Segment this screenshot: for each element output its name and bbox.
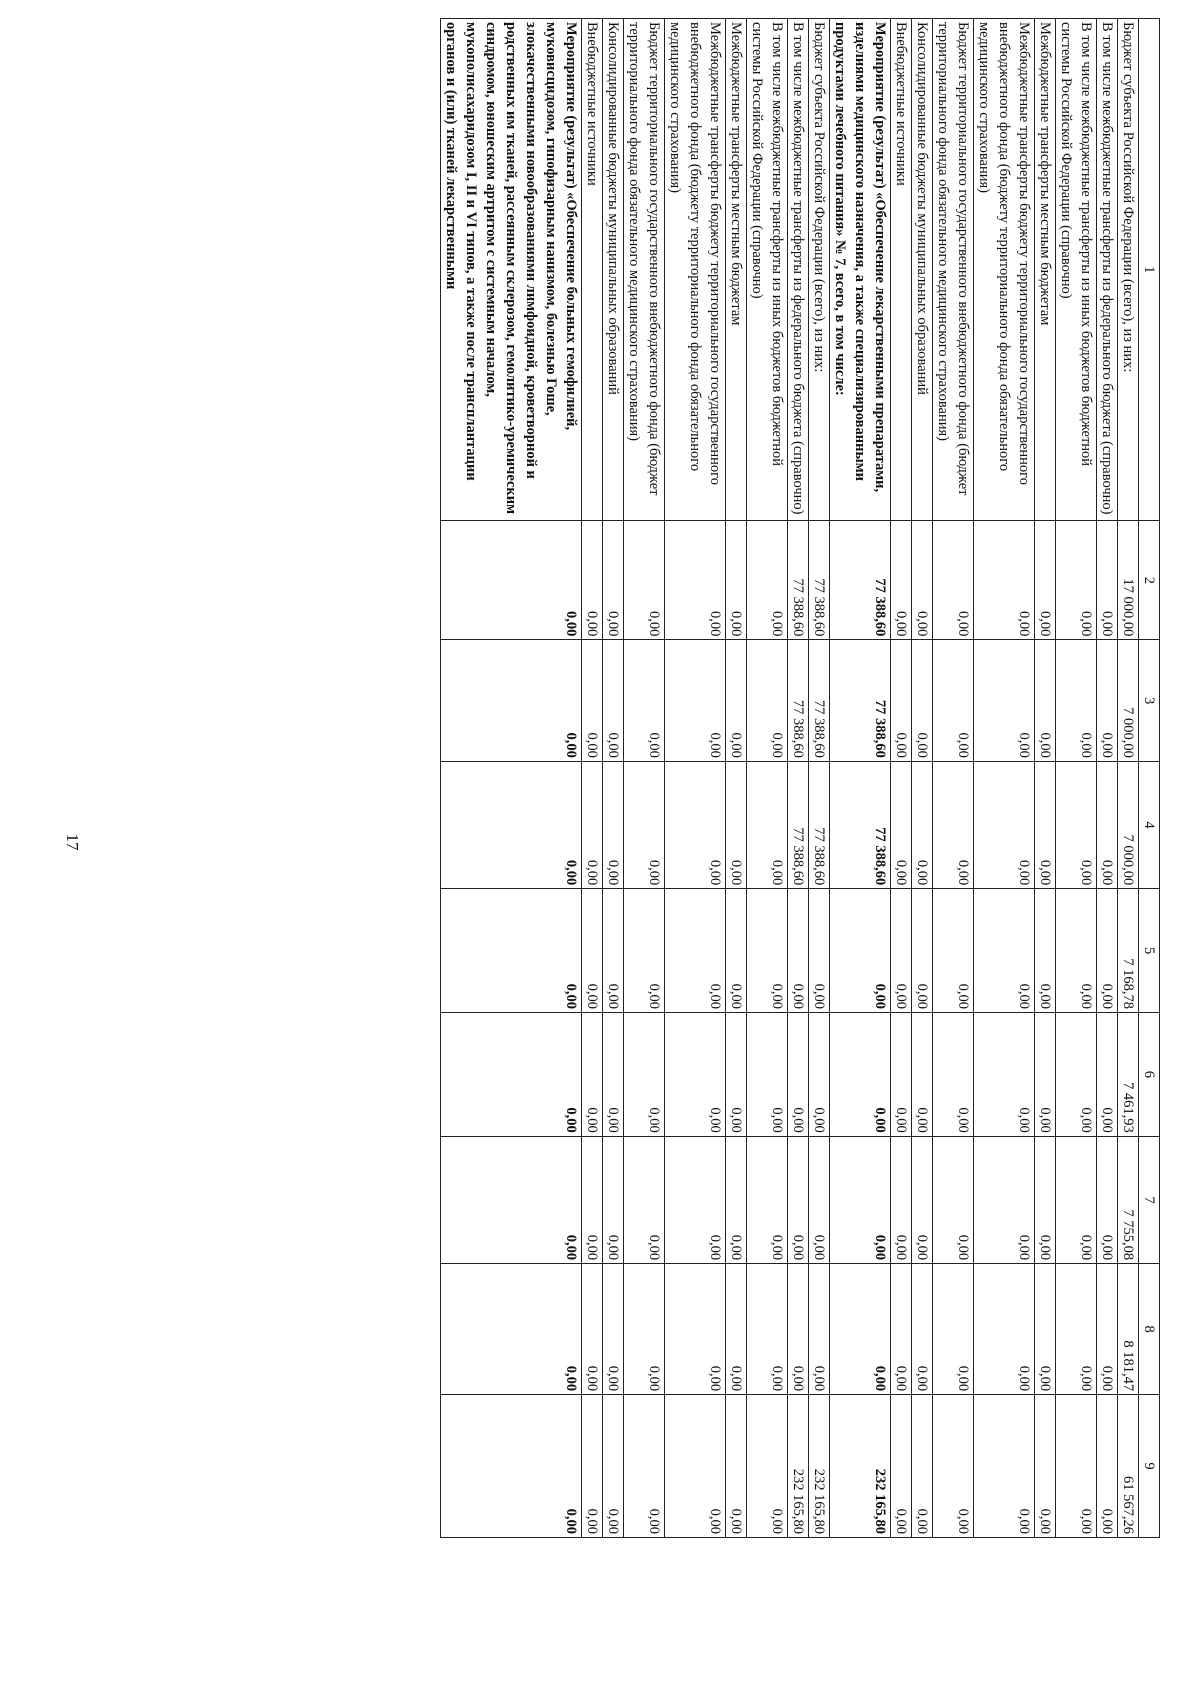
row-label: Бюджет территориального государственного внебюджетного фонда (бюджет территориального фонда обязательного медицинского страхования) xyxy=(624,19,665,521)
table-row xyxy=(747,19,788,1538)
row-value: 0,00 xyxy=(582,1264,603,1395)
row-label: В том числе межбюджетные трансферты из иных бюджетов бюджетной системы Российской Федерации (справочно) xyxy=(747,19,788,521)
row-value: 0,00 xyxy=(1097,521,1118,640)
row-value: 0,00 xyxy=(1035,889,1056,1013)
table-row xyxy=(912,19,933,1538)
row-value: 0,00 xyxy=(726,889,747,1013)
row-value: 0,00 xyxy=(1097,761,1118,888)
row-value: 0,00 xyxy=(624,521,665,640)
row-value: 7 000,00 xyxy=(1118,640,1139,761)
row-value: 0,00 xyxy=(788,1012,809,1136)
table-row-activity xyxy=(830,19,891,1538)
row-value: 0,00 xyxy=(1097,1136,1118,1263)
row-value: 0,00 xyxy=(974,1264,1035,1395)
row-value: 77 388,60 xyxy=(809,640,830,761)
row-value: 0,00 xyxy=(912,521,933,640)
row-value: 0,00 xyxy=(912,640,933,761)
row-value: 0,00 xyxy=(933,889,974,1013)
row-value: 0,00 xyxy=(830,1136,891,1263)
row-value: 0,00 xyxy=(726,1264,747,1395)
budget-table xyxy=(440,18,1160,1538)
table-row xyxy=(809,19,830,1538)
row-label: В том числе межбюджетные трансферты из иных бюджетов бюджетной системы Российской Федерации (справочно) xyxy=(1056,19,1097,521)
row-value: 0,00 xyxy=(933,640,974,761)
row-value: 0,00 xyxy=(788,1264,809,1395)
row-value: 0,00 xyxy=(665,889,726,1013)
row-value: 0,00 xyxy=(582,761,603,888)
row-value: 8 181,47 xyxy=(1118,1264,1139,1395)
row-value: 77 388,60 xyxy=(788,761,809,888)
row-value: 232 165,80 xyxy=(788,1395,809,1538)
row-value: 0,00 xyxy=(830,1264,891,1395)
table-row xyxy=(933,19,974,1538)
row-value: 0,00 xyxy=(603,1012,624,1136)
row-value: 0,00 xyxy=(1035,1264,1056,1395)
row-value: 0,00 xyxy=(582,1012,603,1136)
row-value: 0,00 xyxy=(624,761,665,888)
row-value: 0,00 xyxy=(912,1264,933,1395)
row-value: 0,00 xyxy=(891,1012,912,1136)
row-value: 0,00 xyxy=(624,640,665,761)
column-header: 3 xyxy=(1139,640,1160,761)
row-value: 0,00 xyxy=(441,1264,582,1395)
row-value: 0,00 xyxy=(747,1395,788,1538)
table-row xyxy=(1097,19,1118,1538)
row-value: 0,00 xyxy=(624,889,665,1013)
column-header: 7 xyxy=(1139,1136,1160,1263)
row-value: 0,00 xyxy=(809,1264,830,1395)
row-value: 0,00 xyxy=(1056,1264,1097,1395)
row-value: 0,00 xyxy=(912,1395,933,1538)
row-value: 0,00 xyxy=(974,640,1035,761)
row-value: 7 755,08 xyxy=(1118,1136,1139,1263)
row-value: 0,00 xyxy=(1097,1395,1118,1538)
row-value: 77 388,60 xyxy=(788,640,809,761)
row-value: 0,00 xyxy=(603,521,624,640)
row-value: 0,00 xyxy=(726,1012,747,1136)
row-label: Внебюджетные источники xyxy=(582,19,603,521)
row-value: 232 165,80 xyxy=(809,1395,830,1538)
row-label: Мероприятие (результат) «Обеспечение лекарственными препаратами, изделиями медицинского назначения, а также специализированными продуктами лечебного питания» № 7, всего, в том числе: xyxy=(830,19,891,521)
table-row-activity xyxy=(441,19,582,1538)
row-value: 0,00 xyxy=(603,1395,624,1538)
table-body xyxy=(441,19,1139,1538)
row-value: 0,00 xyxy=(1056,640,1097,761)
table-row xyxy=(1035,19,1056,1538)
table-row xyxy=(788,19,809,1538)
row-value: 0,00 xyxy=(974,1136,1035,1263)
column-header: 9 xyxy=(1139,1395,1160,1538)
column-header: 2 xyxy=(1139,521,1160,640)
row-value: 0,00 xyxy=(1056,761,1097,888)
row-label: Межбюджетные трансферты бюджету территориального государственного внебюджетного фонда (бюджету территориального фонда обязательного медицинского страхования) xyxy=(665,19,726,521)
row-value: 0,00 xyxy=(1056,889,1097,1013)
row-value: 77 388,60 xyxy=(830,640,891,761)
row-value: 0,00 xyxy=(441,1012,582,1136)
row-value: 0,00 xyxy=(441,889,582,1013)
table-row xyxy=(603,19,624,1538)
row-value: 0,00 xyxy=(441,761,582,888)
row-value: 0,00 xyxy=(582,889,603,1013)
row-value: 7 168,78 xyxy=(1118,889,1139,1013)
row-value: 0,00 xyxy=(891,1264,912,1395)
row-label: Бюджет субъекта Российской Федерации (всего), из них: xyxy=(809,19,830,521)
row-label: В том числе межбюджетные трансферты из федерального бюджета (справочно) xyxy=(788,19,809,521)
row-value: 0,00 xyxy=(726,521,747,640)
row-value: 0,00 xyxy=(747,640,788,761)
row-value: 0,00 xyxy=(624,1012,665,1136)
row-label: В том числе межбюджетные трансферты из федерального бюджета (справочно) xyxy=(1097,19,1118,521)
page-number: 17 xyxy=(63,833,82,851)
row-value: 77 388,60 xyxy=(830,521,891,640)
row-value: 0,00 xyxy=(1035,1136,1056,1263)
row-value: 0,00 xyxy=(665,1012,726,1136)
row-value: 0,00 xyxy=(912,889,933,1013)
row-value: 0,00 xyxy=(891,889,912,1013)
row-value: 0,00 xyxy=(1097,1264,1118,1395)
row-value: 0,00 xyxy=(582,640,603,761)
row-label: Бюджет субъекта Российской Федерации (всего), из них: xyxy=(1118,19,1139,521)
row-label: Мероприятие (результат) «Обеспечение больных гемофилией, муковисцидозом, гипофизарным нанизмом, болезнью Гоше, злокачественными новообразованиями лимфоидной, кроветворной и родственных им тканей, рассеянным склерозом, гемолитико-уремическим синдромом, юношеским артритом с системным началом, мукополисахаридозом I, II и VI типов, а также после трансплантации органов и (или) тканей лекарственными xyxy=(441,19,582,521)
row-value: 0,00 xyxy=(665,640,726,761)
row-value: 0,00 xyxy=(726,761,747,888)
column-header: 4 xyxy=(1139,761,1160,888)
row-value: 0,00 xyxy=(1056,1012,1097,1136)
row-value: 0,00 xyxy=(603,889,624,1013)
row-value: 0,00 xyxy=(582,1136,603,1263)
row-value: 0,00 xyxy=(1035,521,1056,640)
row-value: 0,00 xyxy=(891,1136,912,1263)
row-value: 0,00 xyxy=(441,1136,582,1263)
row-label: Межбюджетные трансферты бюджету территориального государственного внебюджетного фонда (бюджету территориального фонда обязательного медицинского страхования) xyxy=(974,19,1035,521)
row-value: 61 567,26 xyxy=(1118,1395,1139,1538)
rotated-table-wrapper xyxy=(160,18,1160,1538)
column-header: 6 xyxy=(1139,1012,1160,1136)
row-value: 0,00 xyxy=(933,1136,974,1263)
row-value: 0,00 xyxy=(912,1136,933,1263)
row-value: 7 461,93 xyxy=(1118,1012,1139,1136)
row-value: 0,00 xyxy=(603,761,624,888)
row-value: 0,00 xyxy=(441,1395,582,1538)
row-value: 0,00 xyxy=(747,1012,788,1136)
row-value: 0,00 xyxy=(624,1395,665,1538)
row-label: Консолидированные бюджеты муниципальных образований xyxy=(912,19,933,521)
row-value: 0,00 xyxy=(747,889,788,1013)
row-value: 0,00 xyxy=(1035,761,1056,888)
row-value: 0,00 xyxy=(624,1264,665,1395)
row-value: 0,00 xyxy=(747,1264,788,1395)
row-value: 0,00 xyxy=(747,1136,788,1263)
row-value: 0,00 xyxy=(891,1395,912,1538)
row-label: Межбюджетные трансферты местным бюджетам xyxy=(1035,19,1056,521)
row-value: 0,00 xyxy=(747,521,788,640)
row-value: 0,00 xyxy=(933,1264,974,1395)
row-value: 0,00 xyxy=(603,1264,624,1395)
row-value: 0,00 xyxy=(726,1136,747,1263)
row-value: 0,00 xyxy=(441,640,582,761)
row-value: 0,00 xyxy=(974,1012,1035,1136)
row-value: 0,00 xyxy=(974,889,1035,1013)
row-value: 0,00 xyxy=(891,521,912,640)
table-row xyxy=(1118,19,1139,1538)
row-value: 0,00 xyxy=(1056,1136,1097,1263)
row-value: 0,00 xyxy=(933,521,974,640)
row-value: 7 000,00 xyxy=(1118,761,1139,888)
row-value: 0,00 xyxy=(809,1136,830,1263)
row-value: 0,00 xyxy=(665,1395,726,1538)
table-row xyxy=(624,19,665,1538)
row-value: 0,00 xyxy=(933,761,974,888)
row-value: 77 388,60 xyxy=(809,521,830,640)
row-value: 0,00 xyxy=(933,1395,974,1538)
row-value: 0,00 xyxy=(891,761,912,888)
row-value: 0,00 xyxy=(665,761,726,888)
row-value: 0,00 xyxy=(788,1136,809,1263)
row-value: 0,00 xyxy=(1097,640,1118,761)
table-header-row xyxy=(1139,19,1160,1538)
row-value: 0,00 xyxy=(726,640,747,761)
column-header: 1 xyxy=(1139,19,1160,521)
row-value: 77 388,60 xyxy=(809,761,830,888)
row-value: 0,00 xyxy=(1056,1395,1097,1538)
row-value: 0,00 xyxy=(809,889,830,1013)
row-label: Внебюджетные источники xyxy=(891,19,912,521)
table-row xyxy=(1056,19,1097,1538)
row-value: 0,00 xyxy=(726,1395,747,1538)
row-value: 0,00 xyxy=(603,640,624,761)
row-value: 0,00 xyxy=(809,1012,830,1136)
row-value: 77 388,60 xyxy=(830,761,891,888)
row-value: 0,00 xyxy=(624,1136,665,1263)
row-value: 0,00 xyxy=(891,640,912,761)
row-label: Консолидированные бюджеты муниципальных образований xyxy=(603,19,624,521)
column-header: 8 xyxy=(1139,1264,1160,1395)
row-label: Бюджет территориального государственного внебюджетного фонда (бюджет территориального фонда обязательного медицинского страхования) xyxy=(933,19,974,521)
row-value: 77 388,60 xyxy=(788,521,809,640)
column-header: 5 xyxy=(1139,889,1160,1013)
row-value: 0,00 xyxy=(830,1012,891,1136)
table-row xyxy=(665,19,726,1538)
row-value: 0,00 xyxy=(747,761,788,888)
row-value: 0,00 xyxy=(582,521,603,640)
row-value: 0,00 xyxy=(974,1395,1035,1538)
row-value: 0,00 xyxy=(665,521,726,640)
row-label: Межбюджетные трансферты местным бюджетам xyxy=(726,19,747,521)
row-value: 0,00 xyxy=(665,1264,726,1395)
row-value: 0,00 xyxy=(974,521,1035,640)
row-value: 0,00 xyxy=(912,1012,933,1136)
row-value: 0,00 xyxy=(1097,1012,1118,1136)
row-value: 0,00 xyxy=(1097,889,1118,1013)
row-value: 0,00 xyxy=(933,1012,974,1136)
row-value: 0,00 xyxy=(974,761,1035,888)
table-row xyxy=(974,19,1035,1538)
row-value: 0,00 xyxy=(665,1136,726,1263)
row-value: 0,00 xyxy=(1035,1012,1056,1136)
row-value: 0,00 xyxy=(1035,1395,1056,1538)
row-value: 0,00 xyxy=(603,1136,624,1263)
row-value: 0,00 xyxy=(912,761,933,888)
row-value: 0,00 xyxy=(1035,640,1056,761)
table-row xyxy=(891,19,912,1538)
row-value: 0,00 xyxy=(830,889,891,1013)
table-row xyxy=(726,19,747,1538)
row-value: 0,00 xyxy=(1056,521,1097,640)
row-value: 0,00 xyxy=(582,1395,603,1538)
row-value: 0,00 xyxy=(441,521,582,640)
row-value: 17 000,00 xyxy=(1118,521,1139,640)
table-row xyxy=(582,19,603,1538)
row-value: 0,00 xyxy=(788,889,809,1013)
row-value: 232 165,80 xyxy=(830,1395,891,1538)
